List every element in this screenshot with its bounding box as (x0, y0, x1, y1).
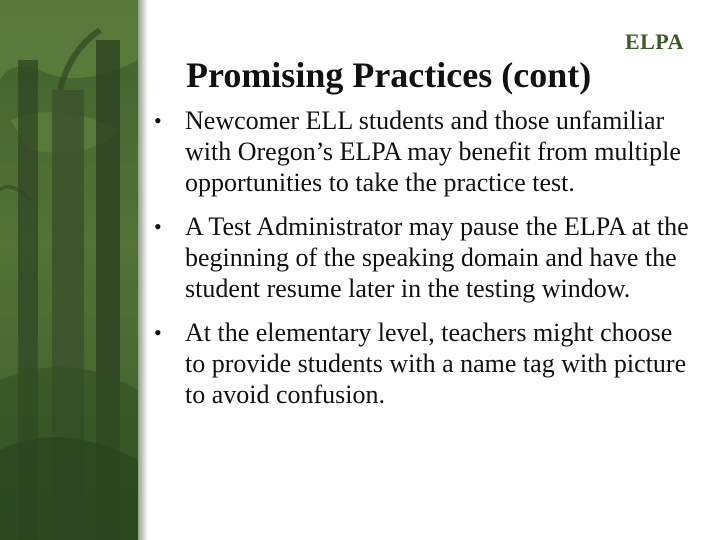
bullet-item (152, 105, 692, 198)
bullet-item (152, 317, 692, 410)
photo-divider (138, 0, 148, 540)
bullet-item (152, 211, 692, 304)
bullet-text: Newcomer ELL students and those unfamiliar with Oregon’s ELPA may benefit from multiple opportunities to take the practice test. (185, 106, 681, 197)
slide-title: Promising Practices (cont) (186, 55, 592, 95)
bullet-dot-icon: • (154, 214, 162, 239)
bullet-dot-icon: • (154, 108, 162, 133)
bullet-text: At the elementary level, teachers might choose to provide students with a name tag with picture to avoid confusion. (185, 318, 687, 409)
elpa-logo: ELPA (624, 29, 684, 54)
bullet-list (152, 105, 692, 423)
bullet-dot-icon: • (154, 320, 162, 345)
bullet-text: A Test Administrator may pause the ELPA at the beginning of the speaking domain and have the student resume later in the testing window. (185, 212, 689, 303)
forest-photo-strip (0, 0, 138, 540)
forest-image (0, 0, 138, 540)
